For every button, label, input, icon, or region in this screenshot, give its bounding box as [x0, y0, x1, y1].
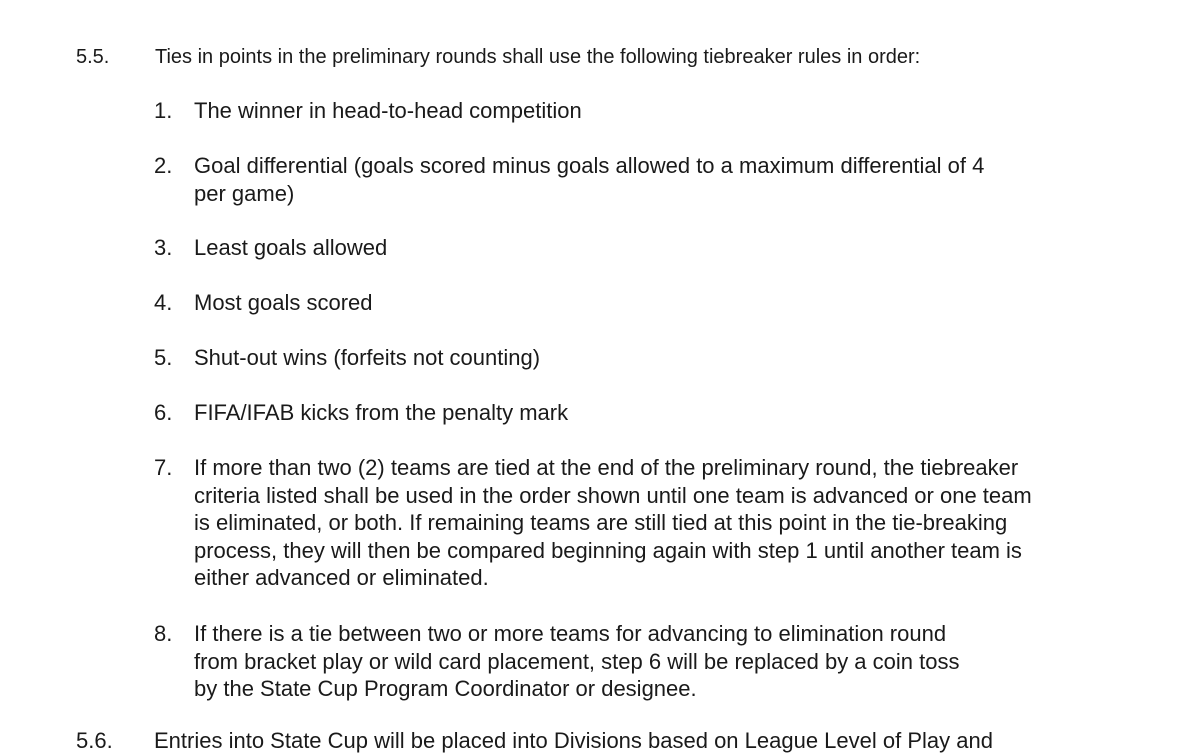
list-item-line: either advanced or eliminated.	[194, 565, 489, 591]
list-item-number: 6.	[154, 400, 173, 425]
list-item-number: 7.	[154, 455, 173, 480]
list-item-line: per game)	[194, 180, 295, 206]
list-item-number: 8.	[154, 621, 173, 646]
section-intro-text: Ties in points in the preliminary rounds shall use the following tiebreaker rules in order:	[155, 46, 921, 68]
list-item-text: The winner in head-to-head competition	[194, 98, 582, 123]
list-item-line: from bracket play or wild card placement, step 6 will be replaced by a coin toss	[194, 648, 960, 674]
list-item-number: 5.	[154, 345, 173, 370]
list-item-text: Most goals scored	[194, 290, 373, 315]
list-item-number: 3.	[154, 235, 173, 260]
section-number: 5.5.	[76, 46, 110, 68]
list-item-line: by the State Cup Program Coordinator or designee.	[194, 676, 697, 702]
list-item-line: If more than two (2) teams are tied at the end of the preliminary round, the tiebreaker	[194, 455, 1019, 480]
list-item-text	[194, 152, 1124, 207]
list-item-text: Least goals allowed	[194, 235, 388, 260]
list-item-line: Goal differential (goals scored minus goals allowed to a maximum differential of 4	[194, 153, 985, 178]
list-item-line: If there is a tie between two or more teams for advancing to elimination round	[194, 621, 947, 646]
list-item-number: 1.	[154, 98, 173, 123]
list-item-text: Shut-out wins (forfeits not counting)	[194, 345, 541, 370]
list-item-text	[194, 454, 1124, 592]
list-item-line: process, they will then be compared beginning again with step 1 until another team is	[194, 537, 1022, 563]
list-item-line: criteria listed shall be used in the order shown until one team is advanced or one team	[194, 482, 1032, 508]
list-item-number: 2.	[154, 153, 173, 178]
section-intro-text: Entries into State Cup will be placed into Divisions based on League Level of Play and	[154, 728, 993, 753]
list-item-number: 4.	[154, 290, 173, 315]
section-number: 5.6.	[76, 728, 113, 753]
list-item-text: FIFA/IFAB kicks from the penalty mark	[194, 400, 569, 425]
list-item-line: is eliminated, or both. If remaining teams are still tied at this point in the tie-breaking	[194, 510, 1008, 536]
list-item-text	[194, 620, 1124, 703]
